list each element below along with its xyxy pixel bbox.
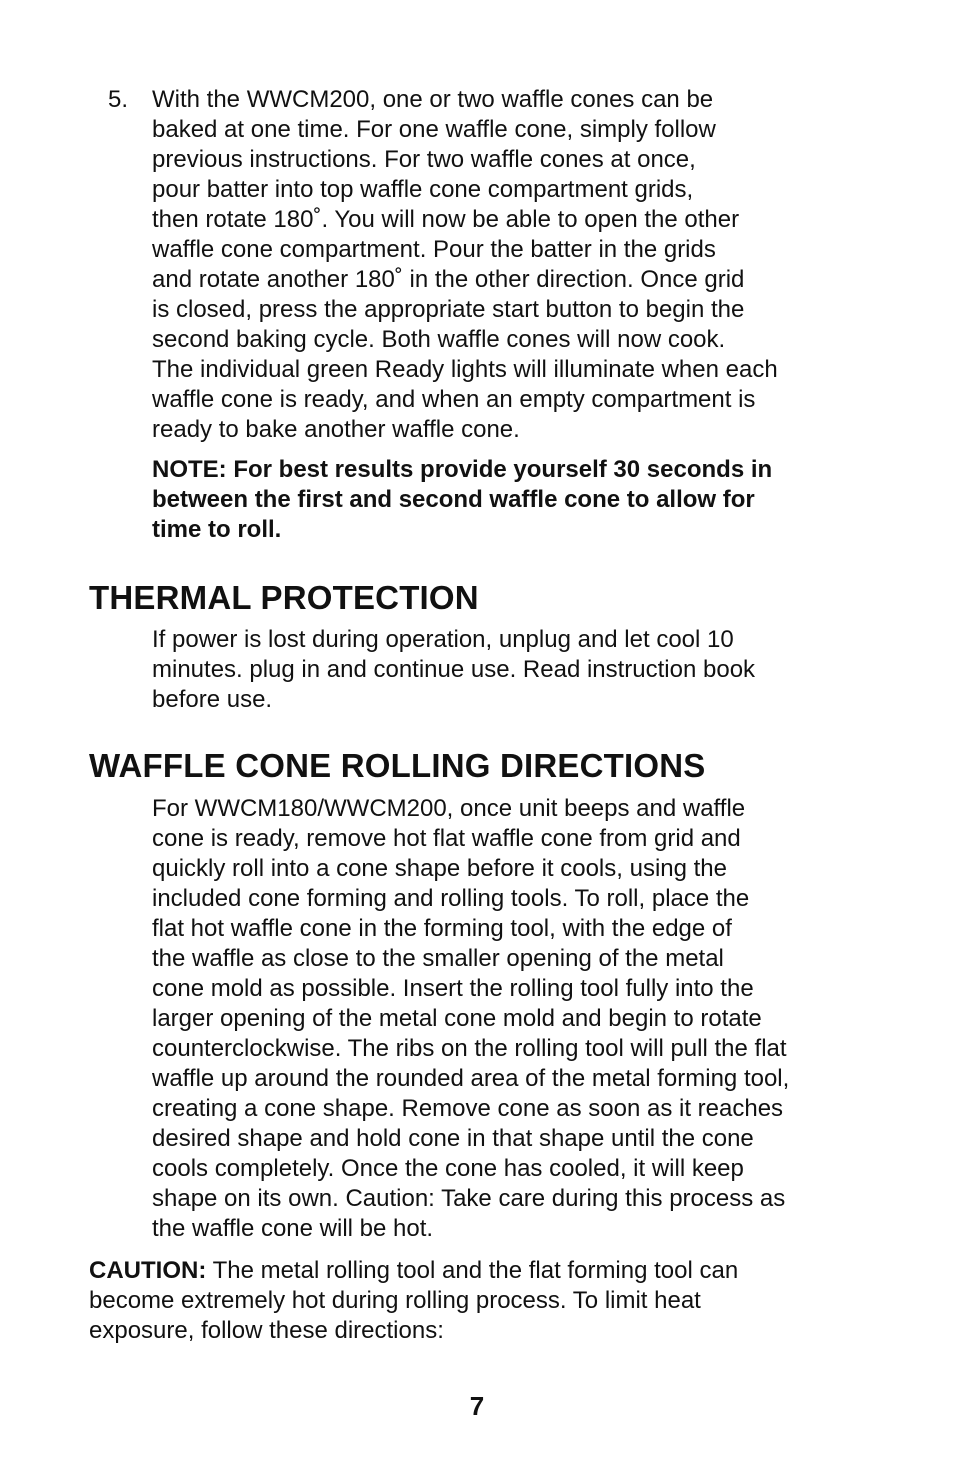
caution-label: CAUTION: — [89, 1257, 207, 1284]
rolling-directions-heading: WAFFLE CONE ROLLING DIRECTIONS — [89, 747, 706, 784]
page-number: 7 — [469, 1391, 485, 1421]
caution-text: The metal rolling tool and the flat forming tool can become extremely hot during rolling process. To limit heat exposure, follow these directions: — [89, 1257, 739, 1344]
step-text: With the WWCM200, one or two waffle cones can be baked at one time. For one waffle cone, simply follow previous instructions. For two waffle cones at once, pour batter into top waffle cone compartment grids, then rotate 180˚. You will now be able to open the other waffle cone compartment. Pour the batter in the grids and rotate another 180˚ in the other direction. Once grid is closed, press the appropriate start button to begin the second baking cycle. Both waffle cones will now cook. The individual green Ready lights will illuminate when each waffle cone is ready, and when an empty compartment is ready to bake another waffle cone. — [152, 86, 778, 443]
step-note: NOTE: For best results provide yourself 30 seconds in between the first and second waffle cone to allow for time to roll. — [152, 456, 773, 543]
rolling-directions-text: For WWCM180/WWCM200, once unit beeps and waffle cone is ready, remove hot flat waffle cone from grid and quickly roll into a cone shape before it cools, using the included cone forming and rolling tools. To roll, place the flat hot waffle cone in the forming tool, with the edge of the waffle as close to the smaller opening of the metal cone mold as possible. Insert the rolling tool fully into the larger opening of the metal cone mold and begin to rotate counterclockwise. The ribs on the rolling tool will pull the flat waffle up around the rounded area of the metal forming tool, creating a cone shape. Remove cone as soon as it reaches desired shape and hold cone in that shape until the cone cools completely. Once the cone has cooled, it will keep shape on its own. Caution: Take care during this process as the waffle cone will be hot. — [152, 795, 790, 1242]
thermal-protection-text: If power is lost during operation, unplug and let cool 10 minutes. plug in and continue use. Read instruction book before use. — [152, 626, 756, 713]
caution-paragraph — [89, 1256, 869, 1346]
thermal-protection-heading: THERMAL PROTECTION — [89, 579, 479, 616]
step-5 — [108, 85, 868, 545]
step-number: 5. — [108, 86, 129, 113]
